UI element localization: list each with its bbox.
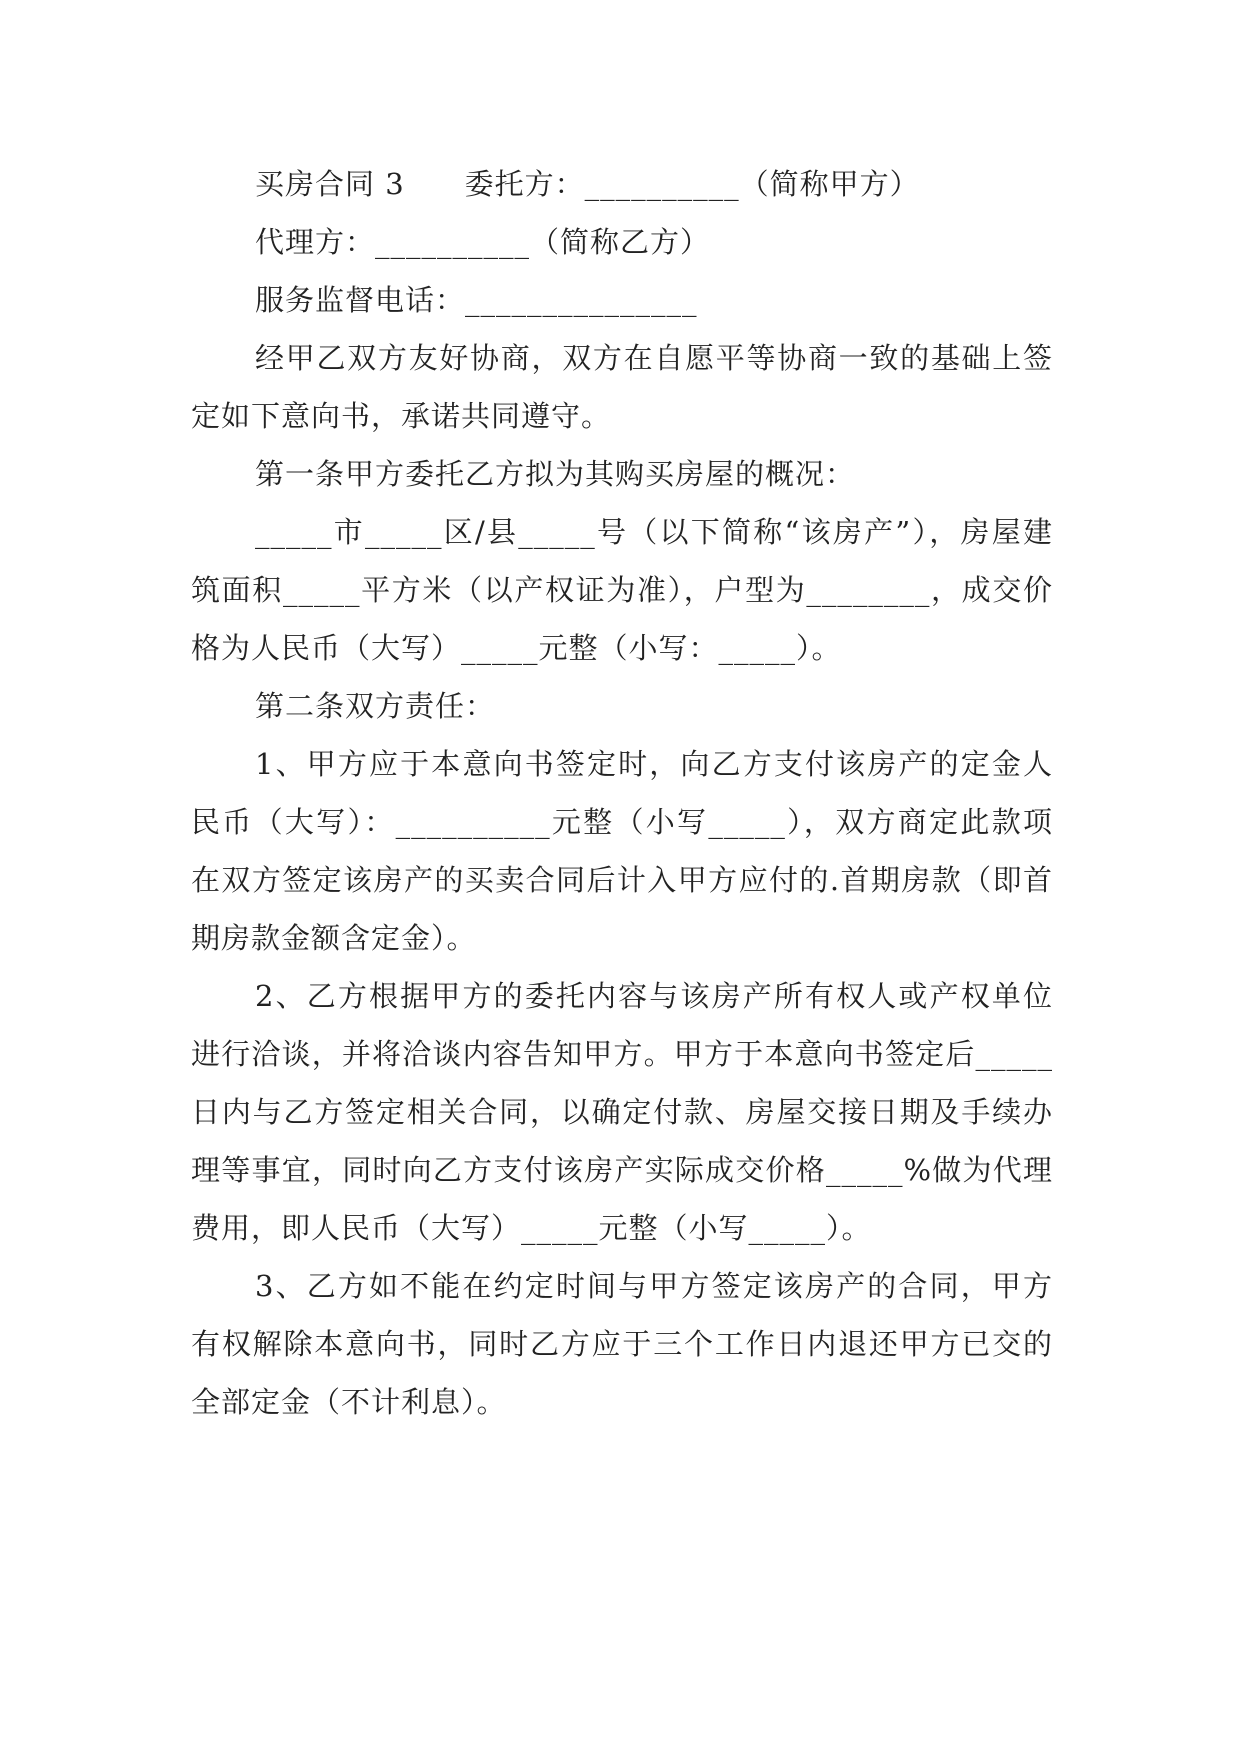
- article-2-heading: 第二条双方责任：: [255, 689, 496, 723]
- supervision-phone-line: 服务监督电话：_______________: [255, 283, 698, 317]
- agent-party-line: 代理方：__________（简称乙方）: [255, 225, 711, 259]
- clause-3-paragraph: 3、乙方如不能在约定时间与甲方签定该房产的合同，甲方有权解除本意向书，同时乙方应于三个工作日内退还甲方已交的全部定金（不计利息）。: [191, 1269, 1053, 1419]
- property-details-paragraph: _____市_____区/县_____号（以下简称“该房产”），房屋建筑面积_____平方米（以产权证为准），户型为________，成交价格为人民币（大写）_____元整（小写：_____）。: [191, 515, 1053, 665]
- preamble-paragraph: 经甲乙双方友好协商，双方在自愿平等协商一致的基础上签定如下意向书，承诺共同遵守。: [191, 341, 1053, 433]
- article-1-heading: 第一条甲方委托乙方拟为其购买房屋的概况：: [255, 457, 856, 491]
- clause-2-paragraph: 2、乙方根据甲方的委托内容与该房产所有权人或产权单位进行洽谈，并将洽谈内容告知甲方。甲方于本意向书签定后_____日内与乙方签定相关合同，以确定付款、房屋交接日期及手续办理等事宜，同时向乙方支付该房产实际成交价格_____%做为代理费用，即人民币（大写）_____元整（小写_____）。: [191, 979, 1053, 1245]
- contract-title-line: 买房合同 3 委托方：__________（简称甲方）: [255, 167, 920, 201]
- clause-1-paragraph: 1、甲方应于本意向书签定时，向乙方支付该房产的定金人民币（大写）：__________元整（小写_____），双方商定此款项在双方签定该房产的买卖合同后计入甲方应付的.首期房款（即首期房款金额含定金）。: [191, 747, 1053, 955]
- document-body: [191, 155, 1053, 1431]
